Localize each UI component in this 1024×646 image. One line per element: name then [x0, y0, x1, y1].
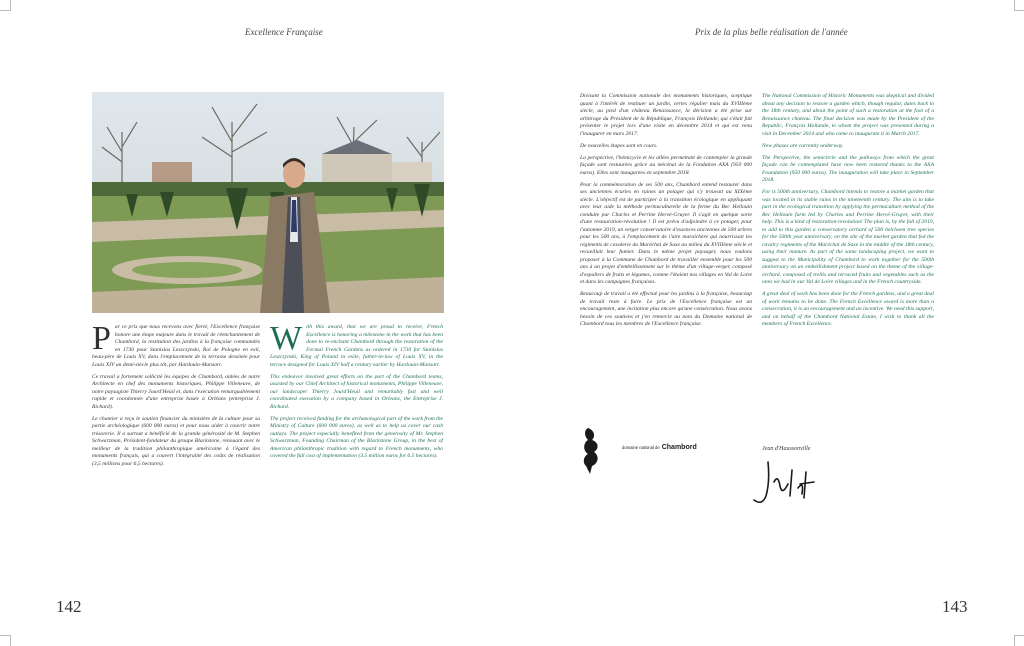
paragraph: Beaucoup de travail a été effectué pour les jardins à la française, beaucoup de travail reste à faire. Le prix de l'Excellence française est un encouragement, une incitation plus encore qu'une consécration. Nous avons besoin de ces soutiens et j'en remercie au nom du Domaine national de Chambord tous les membres de l'Excellence française. [580, 291, 752, 327]
paragraph: The project received funding for the archaeological part of the work from the Ministry of Culture (600 000 euros), as well as to help us cover our cash outlays. The project especially benefited from the generosity of Mr. Stephen Schwarzman, Founding Chairman of the Blackstone Group, in the best of American philanthropic tradition with regard to French monuments, who covered the full cost of implementation (3.5 million euros for 6.5 hectares). [270, 415, 443, 459]
paragraph: New phases are currently underway. [762, 142, 844, 149]
running-header-right: Prix de la plus belle réalisation de l'année [695, 27, 848, 37]
english-column-left [270, 320, 443, 465]
chambord-salamander-logo [580, 426, 710, 476]
crop-mark [0, 0, 11, 11]
paragraph: The Perspective, the semicircle and the pathways from which the great façade can be contemplated have now been restored thanks to the AXA Foundation (950 000 euros). The inauguration will take place in September 2018. [762, 154, 934, 183]
logo-small-text: domaine national de [622, 445, 660, 450]
paragraph: The National Commission of Historic Monuments was skeptical and divided about any decision to restore a garden which, though regular, dates back to the 18th century, and about the point of such a restoration at the foot of a Renaissance chateau. The final decision was made by the President of the Republic, François Hollande, to whom the project was presented during a visit in December 2014 and who came to inaugurate it in March 2017. [762, 93, 934, 137]
drop-cap: W [270, 320, 303, 357]
paragraph: Le chantier a reçu le soutien financier du ministère de la culture pour sa partie archéologique (600 000 euros) et pour nous aider à couvrir notre trésorerie. Il a surtout a bénéficié de la grande générosité de M. Stephen Schwarzman, Président-fondateur du groupe Blackstone, renouant avec le meilleur de la tradition philanthropique américaine à l'égard des monuments français, qui a couvert l'intégralité des coûts de réalisation (3,5 millions pour 6,5 hectares). [92, 415, 260, 467]
paragraph: For is 500th anniversary, Chambord intends to restore a market garden that was located in its stable ruins in the nineteenth century. The aim is to take part in the ecological transition by applying the permaculture method of the Bec Hellouin farm led by Charles and Perrine Hervé-Gruyer, with their help. This is a kind of restoration-revolution! The plan is, by the fall of 2019, to add to this garden a conservatory orchard of 500 heirloom tree species for the 500th year anniversary, on the site of the market garden that fed the cavalry regiments of the Maréchal de Saxe in the middle of the 18th century, using their manure. As part of the same landscaping project, we want to suggest to the Municipality of Chambord to work together for the 500th anniversary on an embellishment project based on the theme of the village-orchard, composed of trellis and terraced fruits and vegetables such as the ones we had in our Val de Loire villages and in the French countryside. [762, 189, 934, 285]
paragraph: This endeavor involved great efforts on the part of the Chambord teams, assisted by our Chief Architect of historical monuments, Philippe Villeneuve, our landscaper Thierry Jourd'Heuil and remarkably fast and well coordinated execution by a company based in Orleans, the Entreprise J. Richard. [270, 373, 443, 410]
running-header-left: Excellence Française [245, 27, 323, 37]
paragraph: Ce travail a fortement sollicité les équipes de Chambord, aidées de notre Architecte en chef des monuments historiques, Philippe Villeneuve, de notre paysagiste Thierry Jourd'Heuil et, dans l'exécution remarquablement rapide et coordonnée d'une entreprise basée à Orléans (entreprise J. Richard). [92, 373, 260, 410]
paragraph: Par ce prix que nous recevons avec fierté, l'Excellence française honore une étape majeure dans le travail de réenchantement de Chambord, la restitution des jardins à la française commandés en 1730 pour Stanislas Leszczynski, Roi de Pologne en exil, beau-père de Louis XV, dans l'emplacement de la terrasse dessinée pour Louis XIV un demi-siècle plus tôt, par Hardouin-Mansart. [92, 320, 260, 368]
crop-mark [1014, 0, 1024, 11]
paragraph: De nouvelles étapes sont en cours. [580, 142, 658, 149]
handwritten-signature [748, 452, 828, 512]
paragraph: A great deal of work has been done for the French gardens, and a great deal of work remains to be done. The French Excellence award is more than a consecration, it is an encouragement and an incentive. We need this support, and on behalf of the Chambord National Estate, I wish to thank all the members of French Excellence. [762, 291, 934, 327]
logo-name: Chambord [661, 444, 697, 451]
garden-portrait-illustration [92, 92, 444, 313]
paragraph: With this award, that we are proud to receive, French Excellence is honoring a milestone in the work that has been done to re-enchant Chambord through the restoration of the Formal French Gardens as ordered in 1730 for Stanislas Leszczynski, King of Poland in exile, father-in-law of Louis XV, in the terrace designed for Louis XIV half a century earlier by Hardouin-Mansart. [270, 320, 443, 368]
chambord-logo-text [622, 444, 697, 451]
signature-name: Jean d'Haussonville [762, 446, 811, 452]
paragraph: La perspective, l'hémicycle et les allées permettant de contempler la grande façade sont restaurées grâce au mécénat de la Fondation AXA (950 000 euros). Elles sont inaugurées en septembre 2018. [580, 154, 752, 176]
french-column-right [580, 93, 752, 333]
drop-cap: P [92, 320, 111, 357]
paragraph: Pour la commémoration de ses 500 ans, Chambord entend restaurer dans ses anciennes écuries en ruines un potager qui s'y trouvait au XIXème siècle. L'objectif est de participer à la transition écologique en appliquant avec leur aide la méthode permaculturelle de la ferme du Bec Hellouin conduite par Charles et Perrine Hervé-Gruyer. Il s'agit en quelque sorte d'une restauration-révolution ! Il est prévu d'adjoindre à ce potager, pour l'automne 2019, un verger conservatoire d'essences anciennes de 500 arbres pour les 500 ans, à l'emplacement de l'aire maraîchère qui nourrissait les régiments de cavalerie du Maréchal de Saxe au milieu du XVIIIème siècle et recueillait leur fumier. Dans le même projet paysager, nous voulons proposer à la Commune de Chambord de travailler ensemble pour les 500 ans à un projet d'embellissement sur le thème d'un village-verger, composé d'espaliers de fruits et légumes, comme l'étaient nos villages en Val de Loire et dans les campagnes françaises. [580, 181, 752, 285]
english-column-right [762, 93, 934, 333]
portrait-photo [92, 92, 444, 313]
crop-mark [0, 635, 11, 646]
page-number-right: 143 [942, 597, 968, 616]
crop-mark [1014, 635, 1024, 646]
page-number-left: 142 [56, 597, 82, 616]
french-column-left [92, 320, 260, 473]
paragraph: Divisant la Commission nationale des monuments historiques, sceptique quant à l'intérêt de restituer un jardin, certes régulier mais du XVIIIème siècle, au pied d'un château Renaissance, la décision a été prise sur arbitrage du Président de la République, François Hollande, qui s'était fait présenter le projet lors d'une visite en décembre 2014 et qui est venu l'inaugurer en mars 2017. [580, 93, 752, 137]
